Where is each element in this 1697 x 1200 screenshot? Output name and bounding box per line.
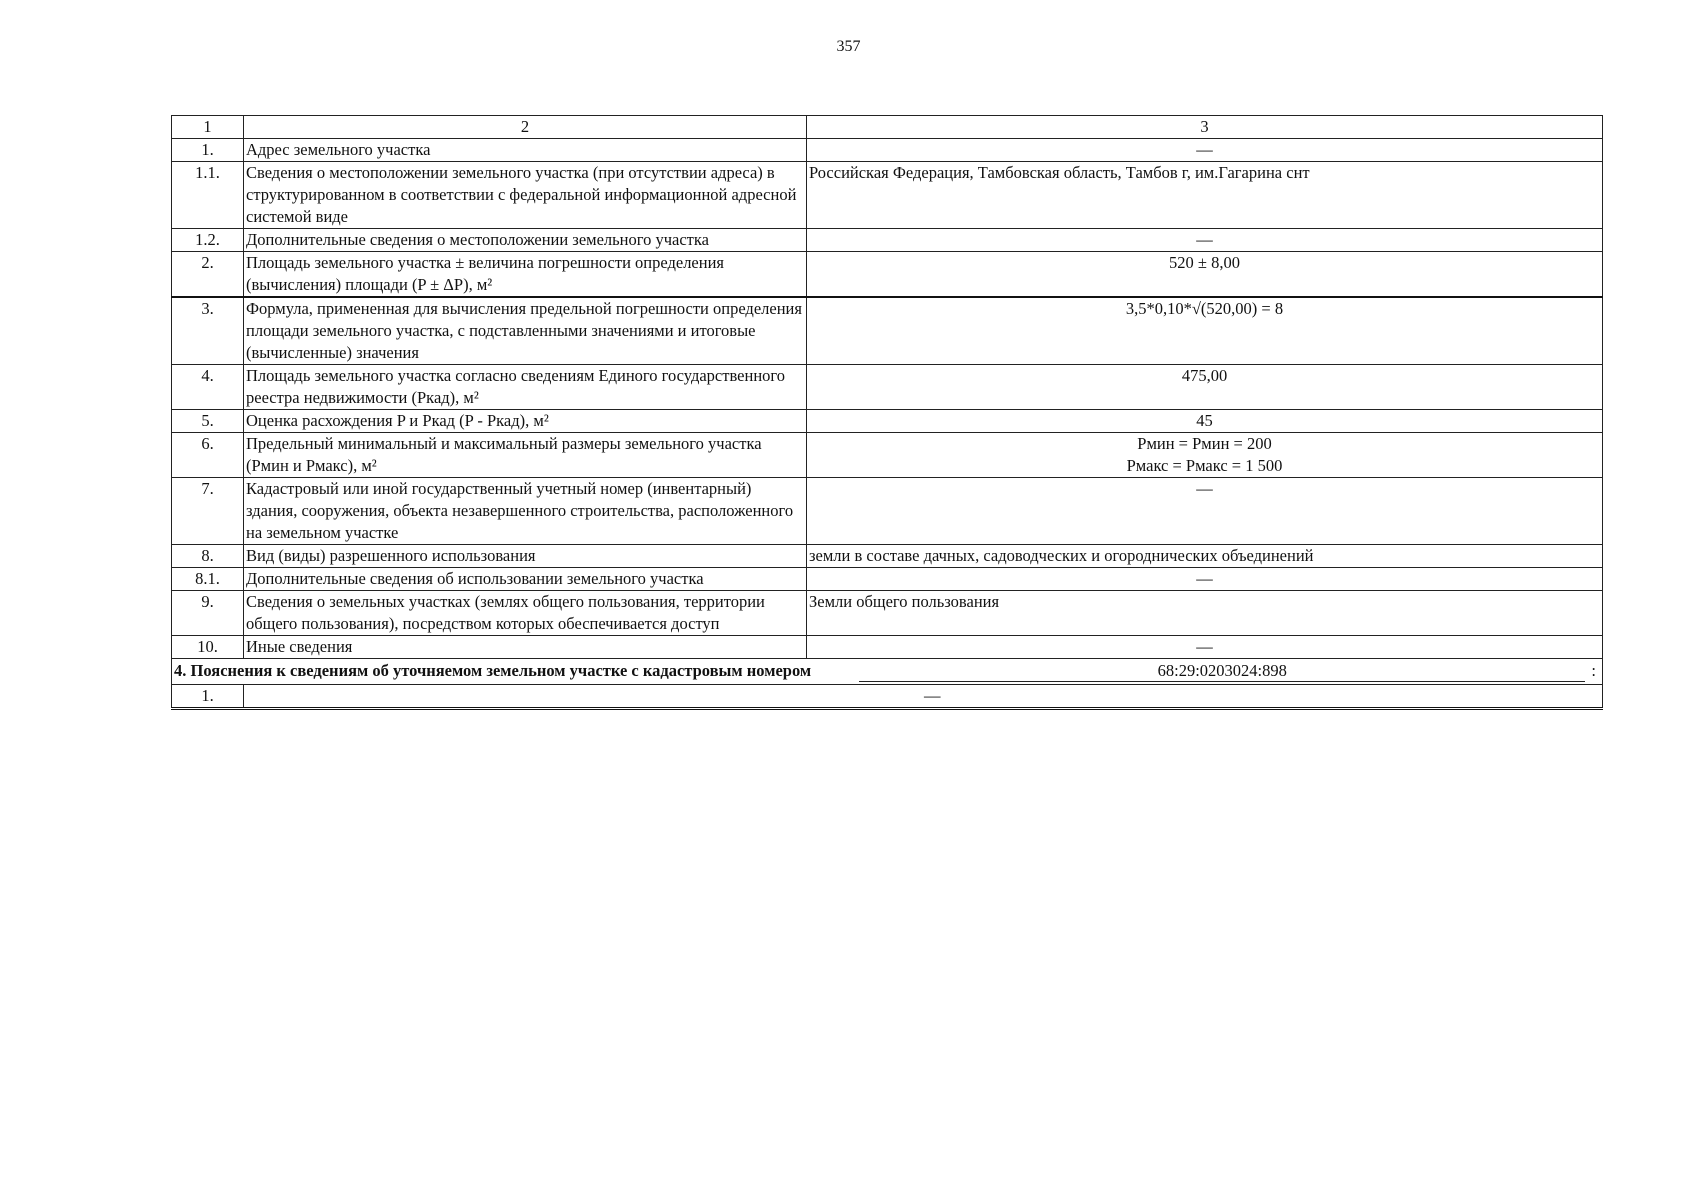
section-colon: : <box>1591 661 1596 680</box>
size-min: Pмин = Pмин = 200 <box>1137 434 1272 453</box>
section-4-title: 4. Пояснения к сведениям об уточняемом земельном участке с кадастровым номером <box>174 661 812 680</box>
row-description: Адрес земельного участка <box>244 139 807 162</box>
row-description: Площадь земельного участка согласно сведениям Единого государственного реестра недвижимости (Pкад), м² <box>244 365 807 410</box>
row-number: 5. <box>172 410 244 433</box>
row-description: Предельный минимальный и максимальный размеры земельного участка (Pмин и Pмакс), м² <box>244 433 807 478</box>
section-4-header-row <box>172 659 1603 685</box>
section-4-row <box>172 685 1603 709</box>
row-value: земли в составе дачных, садоводческих и огороднических объединений <box>807 545 1603 568</box>
row-number: 1.1. <box>172 162 244 229</box>
row-description: Вид (виды) разрешенного использования <box>244 545 807 568</box>
row-value-text: — <box>924 686 941 705</box>
header-col-2: 2 <box>244 116 807 139</box>
table-row <box>172 229 1603 252</box>
row-value: Российская Федерация, Тамбовская область, Тамбов г, им.Гагарина снт <box>807 162 1603 229</box>
table-row <box>172 162 1603 229</box>
row-value <box>244 685 1603 709</box>
land-plot-table <box>171 115 1603 710</box>
table-row <box>172 636 1603 659</box>
row-value: — <box>807 229 1603 252</box>
row-description: Дополнительные сведения об использовании земельного участка <box>244 568 807 591</box>
row-number: 3. <box>172 297 244 365</box>
row-number: 8.1. <box>172 568 244 591</box>
table-row <box>172 297 1603 365</box>
row-value: 45 <box>807 410 1603 433</box>
row-number: 9. <box>172 591 244 636</box>
table-row <box>172 365 1603 410</box>
row-description: Площадь земельного участка ± величина погрешности определения (вычисления) площади (P ± ΔP), м² <box>244 252 807 298</box>
row-number: 8. <box>172 545 244 568</box>
row-description: Дополнительные сведения о местоположении земельного участка <box>244 229 807 252</box>
row-number: 1. <box>172 685 244 709</box>
row-description: Сведения о местоположении земельного участка (при отсутствии адреса) в структурированном в соответствии с федеральной информационной адресной системой виде <box>244 162 807 229</box>
table-header-row <box>172 116 1603 139</box>
row-value <box>807 433 1603 478</box>
table-row <box>172 139 1603 162</box>
row-number: 6. <box>172 433 244 478</box>
row-description: Формула, примененная для вычисления предельной погрешности определения площади земельного участка, с подставленными значениями и итоговые (вычисленные) значения <box>244 297 807 365</box>
row-value: — <box>807 139 1603 162</box>
row-value: Земли общего пользования <box>807 591 1603 636</box>
row-description: Иные сведения <box>244 636 807 659</box>
cadastral-number: 68:29:0203024:898 <box>859 661 1585 682</box>
table-row <box>172 433 1603 478</box>
page-number: 357 <box>836 38 861 55</box>
row-description: Оценка расхождения P и Pкад (P - Pкад), м² <box>244 410 807 433</box>
table-row <box>172 410 1603 433</box>
table-row <box>172 545 1603 568</box>
table-row <box>172 478 1603 545</box>
row-number: 2. <box>172 252 244 298</box>
row-description: Кадастровый или иной государственный учетный номер (инвентарный) здания, сооружения, объекта незавершенного строительства, расположенного на земельном участке <box>244 478 807 545</box>
row-value: 475,00 <box>807 365 1603 410</box>
header-col-3: 3 <box>807 116 1603 139</box>
row-value: — <box>807 636 1603 659</box>
row-value: — <box>807 568 1603 591</box>
row-number: 1. <box>172 139 244 162</box>
row-description: Сведения о земельных участках (землях общего пользования, территории общего пользования), посредством которых обеспечивается доступ <box>244 591 807 636</box>
row-number: 7. <box>172 478 244 545</box>
row-value: — <box>807 478 1603 545</box>
table-row <box>172 568 1603 591</box>
row-number: 1.2. <box>172 229 244 252</box>
table-row <box>172 591 1603 636</box>
header-col-1: 1 <box>172 116 244 139</box>
row-number: 10. <box>172 636 244 659</box>
table-row <box>172 252 1603 298</box>
row-number: 4. <box>172 365 244 410</box>
row-value: 520 ± 8,00 <box>807 252 1603 298</box>
size-max: Pмакс = Pмакс = 1 500 <box>1126 456 1283 475</box>
row-value: 3,5*0,10*√(520,00) = 8 <box>807 297 1603 365</box>
